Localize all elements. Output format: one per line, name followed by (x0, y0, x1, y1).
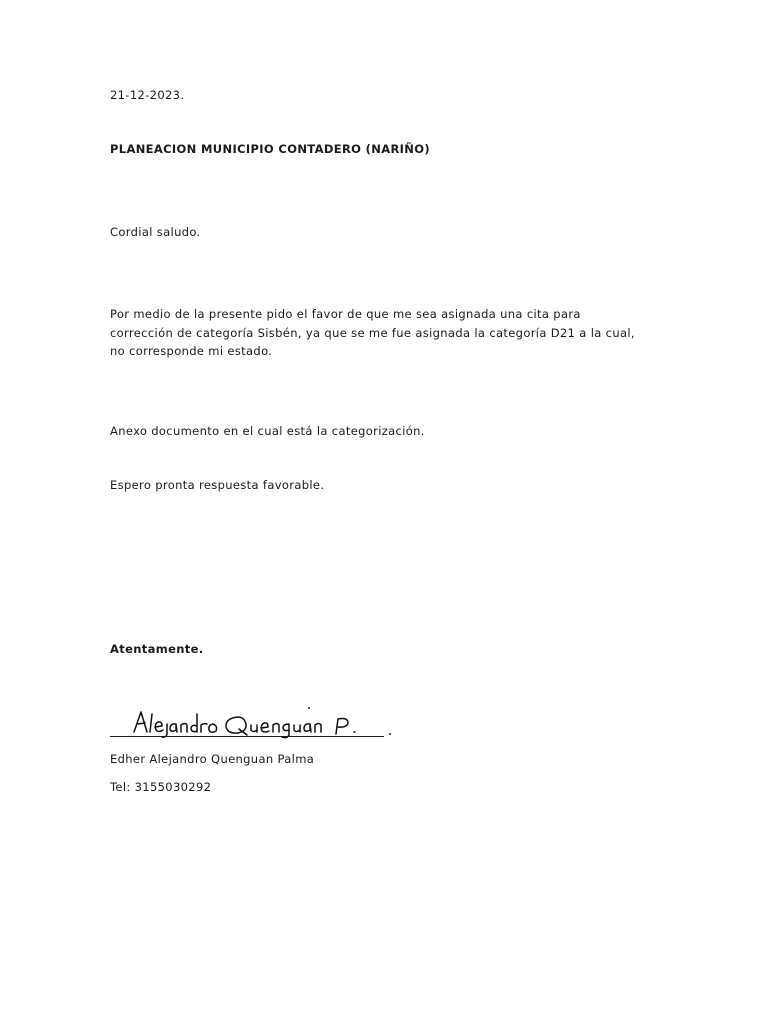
body-paragraph: Por medio de la presente pido el favor de que me sea asignada una cita para corrección de categoría Sisbén, ya que se me fue asignada la categoría D21 a la cual, no corresponde mi estado. (110, 307, 635, 358)
greeting: Cordial saludo. (110, 225, 201, 239)
signer-phone: Tel: 3155030292 (110, 780, 212, 794)
closing-hope: Espero pronta respuesta favorable. (110, 478, 325, 492)
handwritten-signature (126, 704, 376, 740)
recipient-heading: PLANEACION MUNICIPIO CONTADERO (NARIÑO) (110, 142, 430, 156)
signature-dot (308, 707, 310, 709)
signature-line-end-dot (389, 733, 391, 735)
signature-line (110, 736, 384, 737)
signer-name: Edher Alejandro Quenguan Palma (110, 752, 315, 766)
sign-off: Atentamente. (110, 642, 204, 656)
annex-line: Anexo documento en el cual está la categorización. (110, 424, 425, 438)
letter-date: 21-12-2023. (110, 88, 185, 102)
